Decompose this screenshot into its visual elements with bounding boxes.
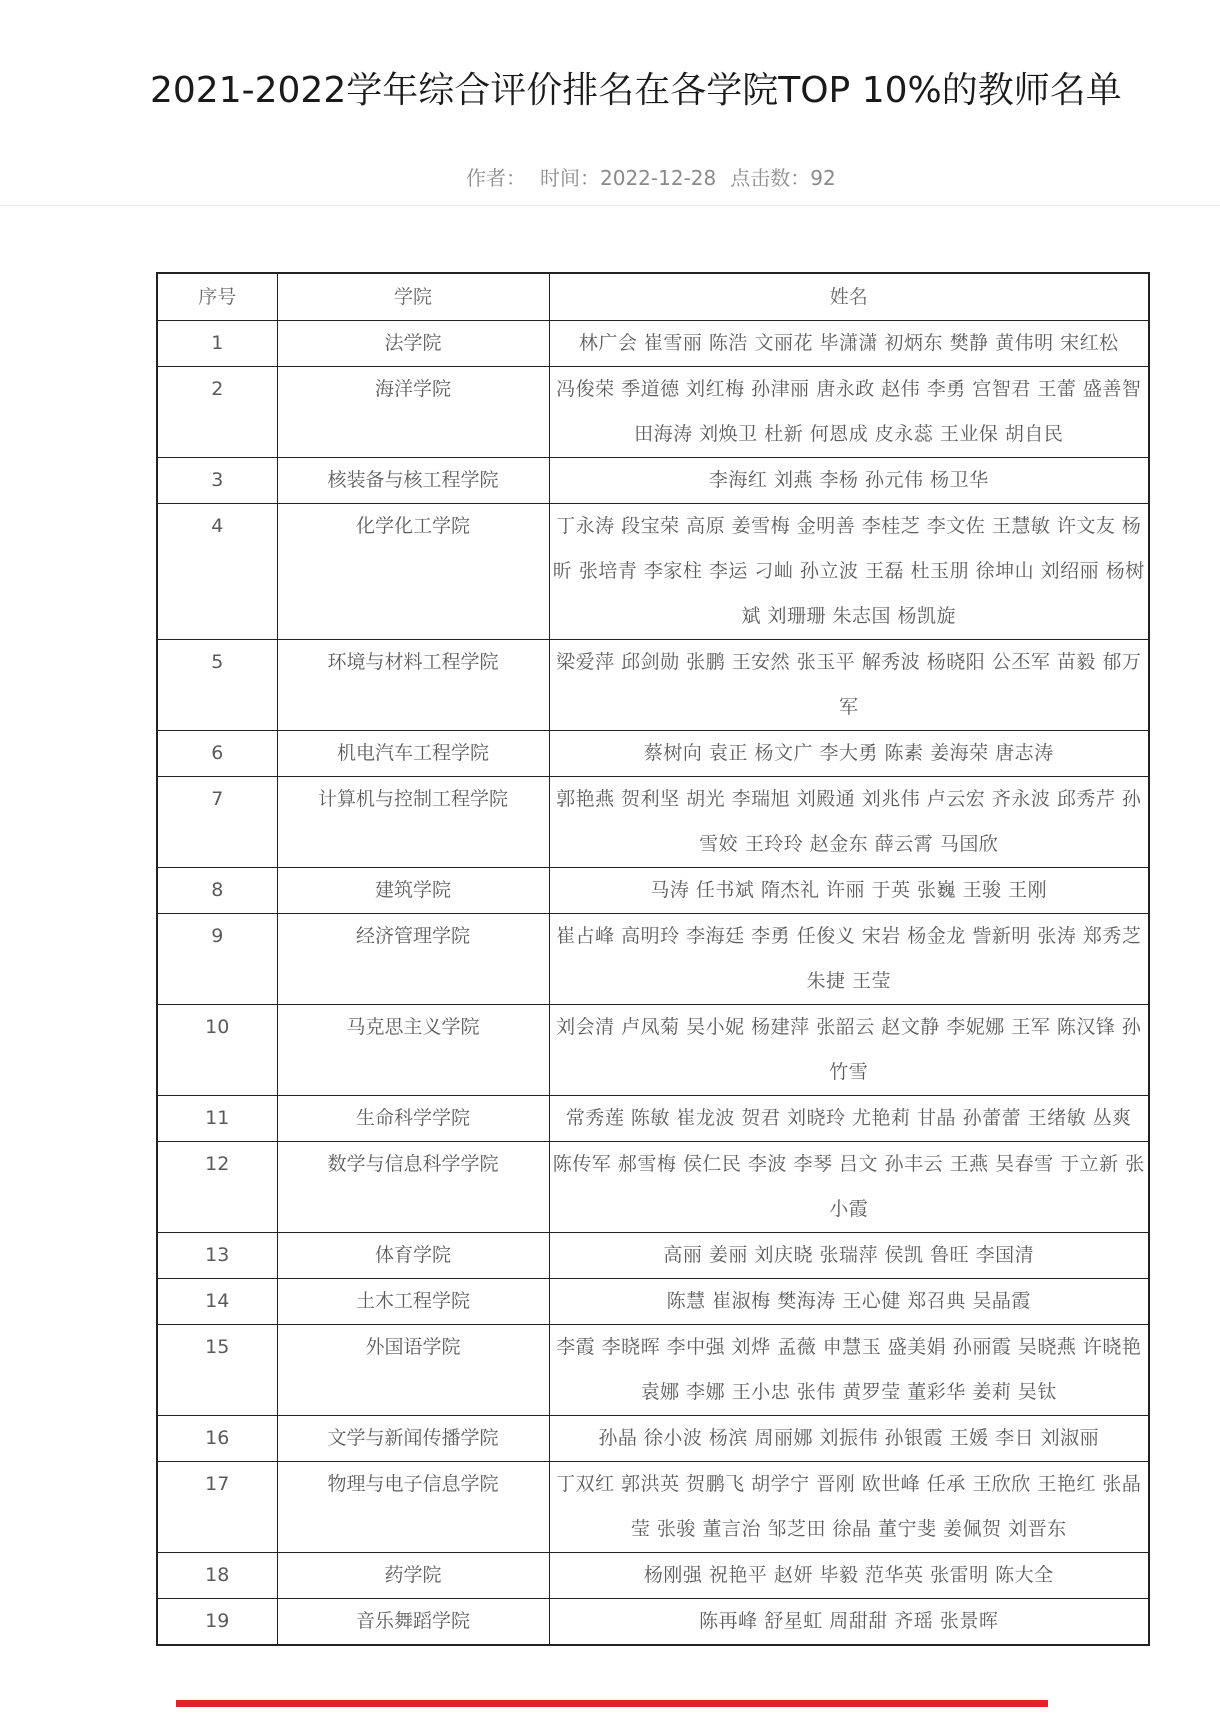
table-row [157,777,1149,868]
header-number: 序号 [157,273,277,321]
row-names: 郭艳燕 贺利坚 胡光 李瑞旭 刘殿通 刘兆伟 卢云宏 齐永波 邱秀芹 孙雪姣 王玲玲 赵金东 薛云霄 马国欣 [549,777,1149,868]
click-count: 92 [810,166,836,190]
publish-date: 2022-12-28 [600,166,717,190]
table-row [157,1142,1149,1233]
row-names: 高丽 姜丽 刘庆晓 张瑞萍 侯凯 鲁旺 李国清 [549,1233,1149,1279]
row-names: 崔占峰 高明玲 李海廷 李勇 任俊义 宋岩 杨金龙 訾新明 张涛 郑秀芝 朱捷 王莹 [549,914,1149,1005]
table-row [157,504,1149,640]
table-row [157,914,1149,1005]
row-names: 陈慧 崔淑梅 樊海涛 王心健 郑召典 吴晶霞 [549,1279,1149,1325]
table-row [157,640,1149,731]
table-row [157,868,1149,914]
row-names: 杨刚强 祝艳平 赵妍 毕毅 范华英 张雷明 陈大全 [549,1553,1149,1599]
row-names: 陈再峰 舒星虹 周甜甜 齐瑶 张景晖 [549,1599,1149,1646]
row-number: 17 [157,1462,277,1553]
red-underline-divider [176,1700,1048,1707]
row-number: 4 [157,504,277,640]
row-number: 16 [157,1416,277,1462]
row-college: 马克思主义学院 [277,1005,549,1096]
row-number: 10 [157,1005,277,1096]
table-row [157,1599,1149,1646]
row-number: 12 [157,1142,277,1233]
row-college: 生命科学学院 [277,1096,549,1142]
row-number: 8 [157,868,277,914]
table-row [157,1462,1149,1553]
row-number: 3 [157,458,277,504]
row-college: 环境与材料工程学院 [277,640,549,731]
row-number: 13 [157,1233,277,1279]
article-header [0,0,1220,206]
row-names: 陈传军 郝雪梅 侯仁民 李波 李琴 吕文 孙丰云 王燕 吴春雪 于立新 张小霞 [549,1142,1149,1233]
row-college: 外国语学院 [277,1325,549,1416]
row-names: 林广会 崔雪丽 陈浩 文丽花 毕潇潇 初炳东 樊静 黄伟明 宋红松 [549,321,1149,367]
page-title: 2021-2022学年综合评价排名在各学院TOP 10%的教师名单 [150,70,1122,111]
table-row [157,1553,1149,1599]
row-college: 海洋学院 [277,367,549,458]
row-number: 1 [157,321,277,367]
header-college: 学院 [277,273,549,321]
row-number: 14 [157,1279,277,1325]
row-names: 李海红 刘燕 李杨 孙元伟 杨卫华 [549,458,1149,504]
time-label: 时间： [540,166,600,190]
row-college: 物理与电子信息学院 [277,1462,549,1553]
table-row [157,1096,1149,1142]
row-names: 马涛 任书斌 隋杰礼 许丽 于英 张巍 王骏 王刚 [549,868,1149,914]
row-names: 李霞 李晓晖 李中强 刘烨 孟薇 申慧玉 盛美娟 孙丽霞 吴晓燕 许晓艳 袁娜 李娜 王小忠 张伟 黄罗莹 董彩华 姜莉 吴钛 [549,1325,1149,1416]
row-names: 丁永涛 段宝荣 高原 姜雪梅 金明善 李桂芝 李文佐 王慧敏 许文友 杨昕 张培青 李家柱 李运 刁屾 孙立波 王磊 杜玉朋 徐坤山 刘绍丽 杨树斌 刘珊珊 朱志国 杨凯旋 [549,504,1149,640]
table-row [157,1233,1149,1279]
table-row [157,1416,1149,1462]
row-number: 7 [157,777,277,868]
article-meta [466,162,850,191]
row-names: 冯俊荣 季道德 刘红梅 孙津丽 唐永政 赵伟 李勇 宫智君 王蕾 盛善智 田海涛 刘焕卫 杜新 何恩成 皮永蕊 王业保 胡自民 [549,367,1149,458]
table-row [157,321,1149,367]
row-names: 常秀莲 陈敏 崔龙波 贺君 刘晓玲 尤艳莉 甘晶 孙蕾蕾 王绪敏 丛爽 [549,1096,1149,1142]
row-college: 核装备与核工程学院 [277,458,549,504]
table-row [157,367,1149,458]
row-number: 19 [157,1599,277,1646]
row-names: 梁爱萍 邱剑勋 张鹏 王安然 张玉平 解秀波 杨晓阳 公丕军 苗毅 郁万军 [549,640,1149,731]
row-college: 化学化工学院 [277,504,549,640]
row-college: 法学院 [277,321,549,367]
header-names: 姓名 [549,273,1149,321]
clicks-label: 点击数： [730,166,811,190]
row-names: 孙晶 徐小波 杨滨 周丽娜 刘振伟 孙银霞 王媛 李日 刘淑丽 [549,1416,1149,1462]
table-row [157,1325,1149,1416]
row-college: 药学院 [277,1553,549,1599]
row-number: 15 [157,1325,277,1416]
row-college: 土木工程学院 [277,1279,549,1325]
table-row [157,1279,1149,1325]
row-college: 建筑学院 [277,868,549,914]
table-row [157,731,1149,777]
row-names: 刘会清 卢凤菊 吴小妮 杨建萍 张韶云 赵文静 李妮娜 王军 陈汉锋 孙竹雪 [549,1005,1149,1096]
row-college: 经济管理学院 [277,914,549,1005]
row-number: 6 [157,731,277,777]
table-row [157,458,1149,504]
row-college: 音乐舞蹈学院 [277,1599,549,1646]
row-names: 蔡树向 袁正 杨文广 李大勇 陈素 姜海荣 唐志涛 [549,731,1149,777]
table-header-row [157,273,1149,321]
teacher-roster-table [156,272,1150,1646]
row-number: 18 [157,1553,277,1599]
row-number: 9 [157,914,277,1005]
row-college: 文学与新闻传播学院 [277,1416,549,1462]
author-label: 作者： [466,166,526,190]
row-college: 机电汽车工程学院 [277,731,549,777]
row-number: 5 [157,640,277,731]
row-college: 数学与信息科学学院 [277,1142,549,1233]
row-college: 体育学院 [277,1233,549,1279]
row-college: 计算机与控制工程学院 [277,777,549,868]
row-names: 丁双红 郭洪英 贺鹏飞 胡学宁 晋刚 欧世峰 任承 王欣欣 王艳红 张晶莹 张骏 董言治 邹芝田 徐晶 董宁斐 姜佩贺 刘晋东 [549,1462,1149,1553]
table-row [157,1005,1149,1096]
row-number: 2 [157,367,277,458]
row-number: 11 [157,1096,277,1142]
